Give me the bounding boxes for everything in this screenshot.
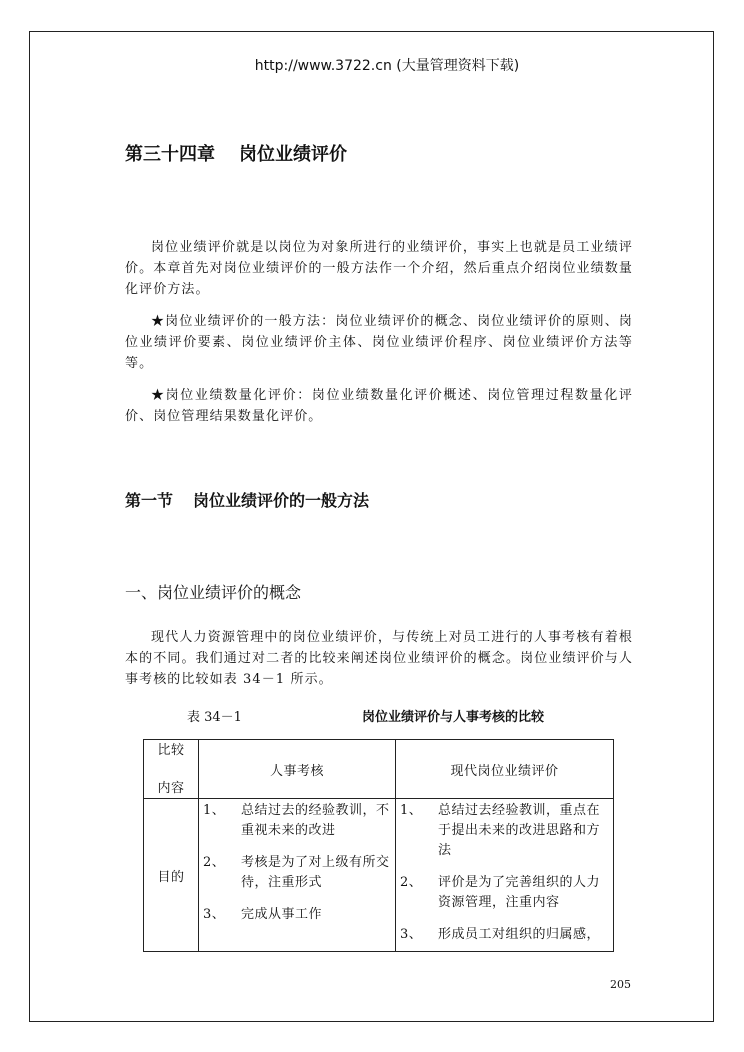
cell-hr-assessment-purpose [199, 799, 396, 952]
list-item: 2、 评价是为了完善组织的人力资源管理，注重内容 [400, 875, 601, 910]
header-note: (大量管理资料下载) [396, 58, 520, 74]
column-header-hr-assessment: 人事考核 [199, 740, 396, 799]
table-caption-number: 表 34－1 [187, 710, 242, 725]
table-row [144, 799, 614, 952]
table-corner-cell [144, 740, 199, 799]
comparison-table [143, 739, 614, 952]
intro-bullet-quantitative: ★岗位业绩数量化评价：岗位业绩数量化评价概述、岗位管理过程数量化评价、岗位管理结果数量化评价。 [125, 388, 633, 424]
chapter-name: 岗位业绩评价 [239, 144, 347, 165]
page-number: 205 [610, 978, 631, 991]
list-item: 3、 完成从事工作 [203, 907, 323, 922]
list-item: 1、 总结过去的经验教训，不重视未来的改进 [203, 803, 390, 838]
section-number: 第一节 [125, 491, 174, 510]
table-header-row [144, 740, 614, 799]
section-name: 岗位业绩评价的一般方法 [193, 491, 370, 510]
body-paragraph: 现代人力资源管理中的岗位业绩评价，与传统上对员工进行的人事考核有着根本的不同。我们通过对二者的比较来阐述岗位业绩评价的概念。岗位业绩评价与人事考核的比较如表 34－1 所示。 [125, 630, 633, 687]
list-item: 1、 总结过去经验教训，重点在于提出未来的改进思路和方法 [400, 803, 601, 858]
table-caption-title: 岗位业绩评价与人事考核的比较 [362, 710, 545, 725]
chapter-number: 第三十四章 [125, 144, 215, 165]
cell-job-performance-purpose [396, 799, 614, 952]
chapter-title [125, 140, 347, 166]
intro-paragraph: 岗位业绩评价就是以岗位为对象所进行的业绩评价，事实上也就是员工业绩评价。本章首先对岗位业绩评价的一般方法作一个介绍，然后重点介绍岗位业绩数量化评价方法。 [125, 240, 633, 297]
row-label-purpose: 目的 [144, 799, 199, 952]
corner-label-bottom: 内容 [157, 781, 185, 796]
corner-label-top: 比较 [157, 743, 185, 758]
page-header [0, 55, 744, 75]
section-title [125, 488, 369, 511]
list-item: 2、 考核是为了对上级有所交待，注重形式 [203, 855, 390, 890]
subsection-title: 一、岗位业绩评价的概念 [125, 583, 302, 602]
intro-bullet-general-methods: ★岗位业绩评价的一般方法：岗位业绩评价的概念、岗位业绩评价的原则、岗位业绩评价要素、岗位业绩评价主体、岗位业绩评价程序、岗位业绩评价方法等等。 [125, 314, 633, 371]
header-url-link[interactable]: http://www.3722.cn [254, 58, 392, 74]
column-header-job-performance: 现代岗位业绩评价 [396, 740, 614, 799]
list-item: 3、 形成员工对组织的归属感， [400, 927, 601, 942]
